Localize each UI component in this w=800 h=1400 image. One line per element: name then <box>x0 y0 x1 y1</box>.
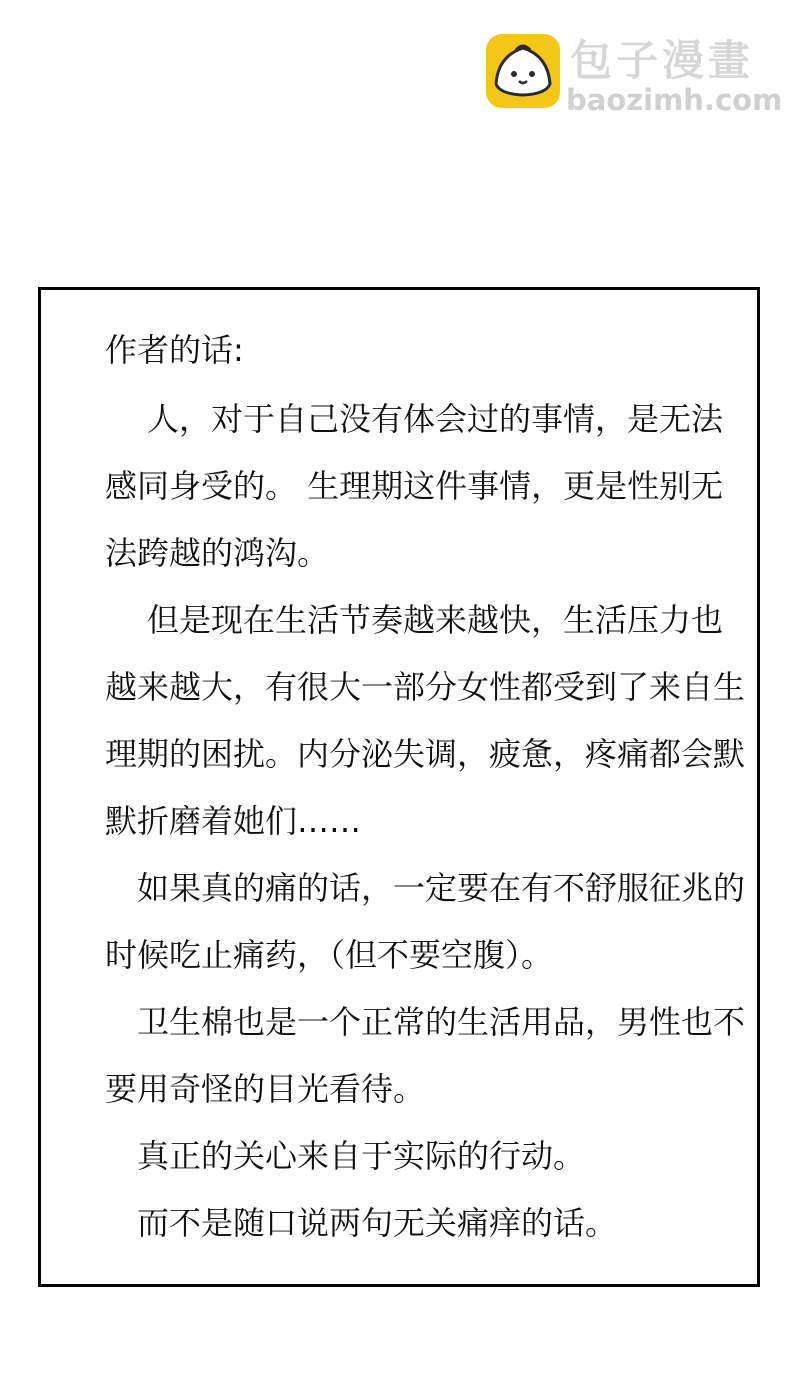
watermark-site-url: baozimh.com <box>566 83 783 117</box>
watermark-site-name: 包子漫畫 <box>570 36 755 85</box>
note-paragraph: 而不是随口说两句无关痛痒的话。 <box>137 1204 618 1242</box>
steamed-bun-icon <box>486 34 560 108</box>
watermark <box>486 34 783 117</box>
author-note-box <box>38 287 760 1287</box>
note-paragraph: 但是现在生活节奏越来越快，生活压力也越来越大，有很大一部分女性都受到了来自生理期的困扰。内分泌失调，疲惫，疼痛都会默默折磨着她们…… <box>105 601 746 840</box>
author-note-heading: 作者的话: <box>105 331 244 369</box>
note-paragraph: 真正的关心来自于实际的行动。 <box>137 1137 586 1175</box>
note-paragraph: 卫生棉也是一个正常的生活用品，男性也不要用奇怪的目光看待。 <box>105 1003 746 1108</box>
note-paragraph: 如果真的痛的话，一定要在有不舒服征兆的时候吃止痛药，（但不要空腹）。 <box>105 869 746 974</box>
note-paragraph: 人，对于自己没有体会过的事情，是无法感同身受的。 生理期这件事情，更是性别无法跨越的鸿沟。 <box>105 400 724 572</box>
